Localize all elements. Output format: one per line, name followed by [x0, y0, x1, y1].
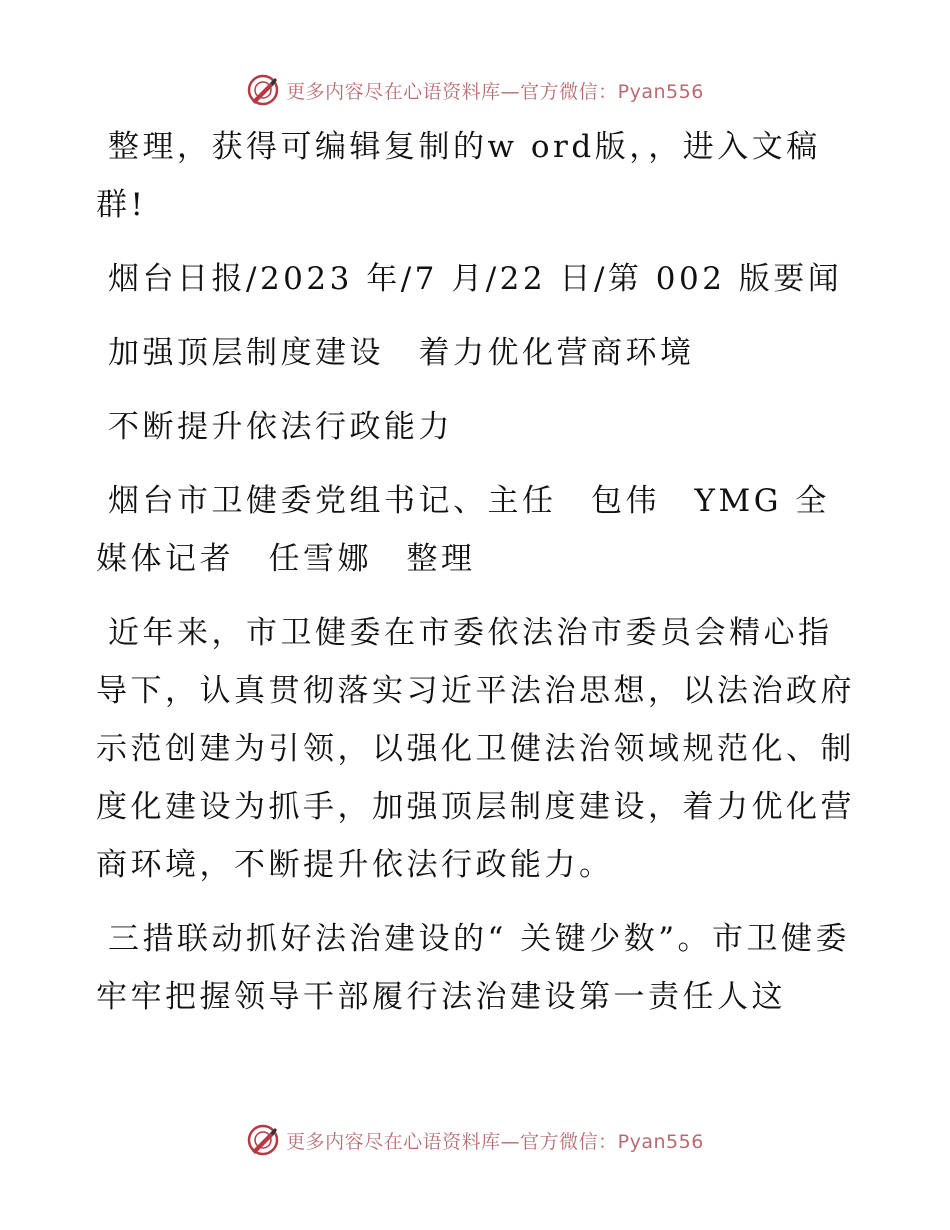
paragraph-source: 烟台日报/2023 年/7 月/22 日/第 002 版要闻 [108, 261, 843, 297]
paragraph-intro: 整理，获得可编辑复制的w ord版，，进入文稿群! [96, 129, 821, 223]
pen-logo-icon [246, 1123, 280, 1157]
header-watermark [0, 70, 950, 110]
footer-watermark [0, 1120, 950, 1160]
paragraph-body-2: 三措联动抓好法治建设的“ 关键少数”。市卫健委牢牢把握领导干部履行法治建设第一责任人这 [96, 921, 851, 1015]
paragraph-body-1: 近年来，市卫健委在市委依法治市委员会精心指导下，认真贯彻落实习近平法治思想，以法治政府示范创建为引领，以强化卫健法治领域规范化、制度化建设为抓手，加强顶层制度建设，着力优化营商环境，不断提升依法行政能力。 [96, 615, 855, 883]
article-subheadline: 不断提升依法行政能力 [108, 409, 453, 445]
pen-logo-icon [246, 73, 280, 107]
watermark-text: 更多内容尽在心语资料库—官方微信：Pyan556 [286, 1130, 704, 1153]
article-headline: 加强顶层制度建设 着力优化营商环境 [108, 335, 695, 371]
paragraph-byline: 烟台市卫健委党组书记、主任 包伟 YMG 全媒体记者 任雪娜 整理 [96, 483, 830, 577]
watermark-text: 更多内容尽在心语资料库—官方微信：Pyan556 [286, 80, 704, 103]
